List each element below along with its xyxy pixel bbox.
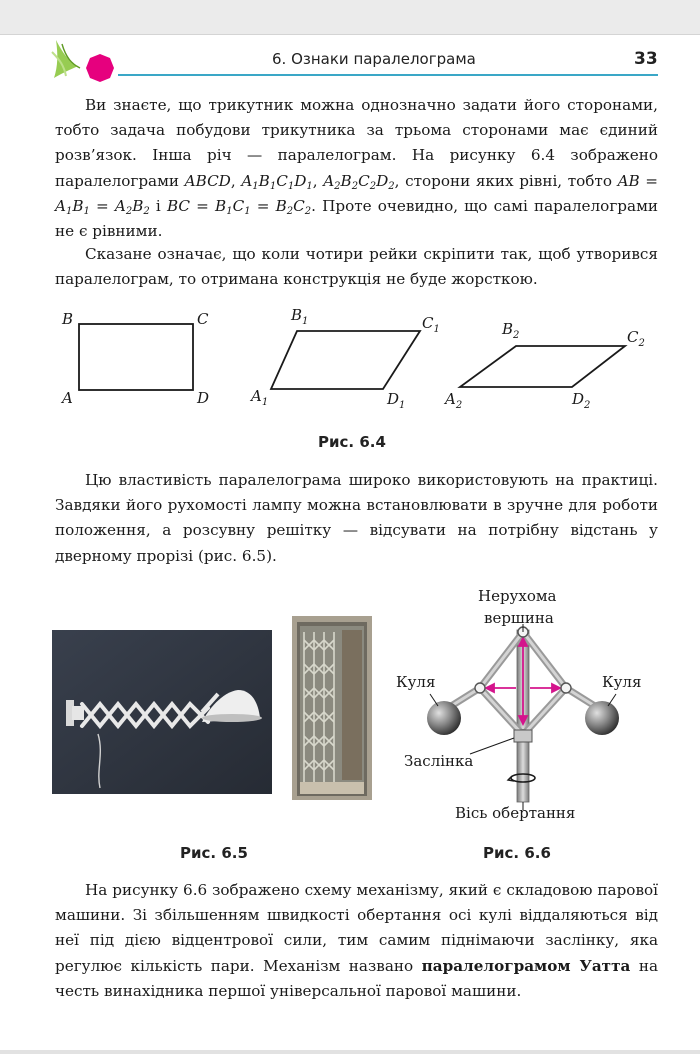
vertex-label: C bbox=[197, 310, 209, 328]
joint bbox=[561, 683, 571, 693]
parallelogram-2 bbox=[460, 346, 625, 387]
leaf-icon bbox=[52, 40, 80, 78]
valve-slider bbox=[514, 730, 532, 742]
label-rotation-axis: Вісь обертання bbox=[455, 804, 576, 822]
top-bar bbox=[0, 0, 700, 35]
paragraph-1: Ви знаєте, що трикутник можна однозначно задати його сторонами, тобто задача побудови трикутника за трьома сторонами має єдиний розв’язок. Інша річ — паралелограм. На рисунку 6.4 зображено паралелограми ABCD, $A_1B_1C_1D_1$, $A_2B_2C_2D_2$, сторони яких рівні, тобто AB = $A_1B_1 = A_2B_2$ і BC = $B_1C_1 = B_2C_2$. Проте очевидно, що самі паралелограми не є рівними. bbox=[55, 96, 659, 241]
vertex-label: $C_2$ bbox=[627, 328, 645, 349]
paragraph-4: На рисунку 6.6 зображено схему механізму, який є складовою парової машини. Зі збільшенням швидкості обертання осі кулі віддаляються від неї під дією відцентрової сили, тим самим піднімаючи заслінку, яка регулює кількість пари. Механізм названо паралелограмом Уатта на честь винахідника першої універсальної парової машини. bbox=[55, 881, 658, 1000]
header-rule bbox=[118, 74, 658, 76]
ball-left bbox=[427, 701, 461, 735]
rectangle-abcd bbox=[79, 324, 193, 390]
parallelogram-name: ABCD bbox=[184, 171, 231, 190]
vertex-label: $A_2$ bbox=[445, 390, 463, 411]
paragraph-3: Цю властивість паралелограма широко використовують на практиці. Завдяки його рухомості лампу можна встановлювати в зручне для роботи положення, а розсувну решітку — відсувати на потрібну відстань у дверному прорізі (рис. 6.5). bbox=[55, 471, 658, 565]
label-ball-left: Куля bbox=[396, 673, 436, 691]
vertex-label: B bbox=[62, 310, 74, 328]
joint bbox=[475, 683, 485, 693]
chapter-logo bbox=[50, 38, 120, 82]
parallelogram-name-1: $A_1B_1C_1D_1$ bbox=[241, 171, 313, 192]
figure-caption: Рис. 6.5 bbox=[180, 844, 248, 862]
parallelogram-1 bbox=[271, 331, 420, 389]
vertex-label: $A_1$ bbox=[251, 387, 269, 408]
vertex-label: $C_1$ bbox=[422, 314, 440, 335]
ball-right bbox=[585, 701, 619, 735]
parallelogram-name-2: $A_2B_2C_2D_2$ bbox=[323, 171, 395, 192]
label-valve: Заслінка bbox=[404, 752, 474, 770]
vertex-label: A bbox=[62, 389, 73, 407]
grate-door-photo bbox=[292, 616, 372, 800]
vertex-label: $D_1$ bbox=[387, 390, 406, 411]
label-fixed-vertex: Нерухома bbox=[478, 587, 557, 605]
vertex-label: $B_1$ bbox=[291, 306, 309, 327]
vertex-label: $D_2$ bbox=[572, 390, 591, 411]
vertex-label: $B_2$ bbox=[502, 320, 520, 341]
bottom-bar bbox=[0, 1050, 700, 1054]
figure-6-4 bbox=[0, 300, 700, 430]
lamp-photo bbox=[52, 630, 272, 794]
paragraph-2: Сказане означає, що коли чотири рейки скріпити так, щоб утворився паралелограм, то отримана конструкція не буде жорсткою. bbox=[55, 245, 658, 289]
page-number: 33 bbox=[634, 49, 658, 69]
hexagon-icon bbox=[86, 54, 114, 82]
figure-caption: Рис. 6.6 bbox=[483, 844, 551, 862]
label-ball-right: Куля bbox=[602, 673, 642, 691]
watt-parallelogram-term: паралелограмом Уатта bbox=[421, 956, 631, 975]
figure-caption: Рис. 6.4 bbox=[318, 433, 386, 451]
vertex-label: D bbox=[197, 389, 210, 407]
section-title: 6. Ознаки паралелограма bbox=[272, 50, 476, 68]
label-fixed-vertex-line2: вершина bbox=[484, 609, 554, 627]
